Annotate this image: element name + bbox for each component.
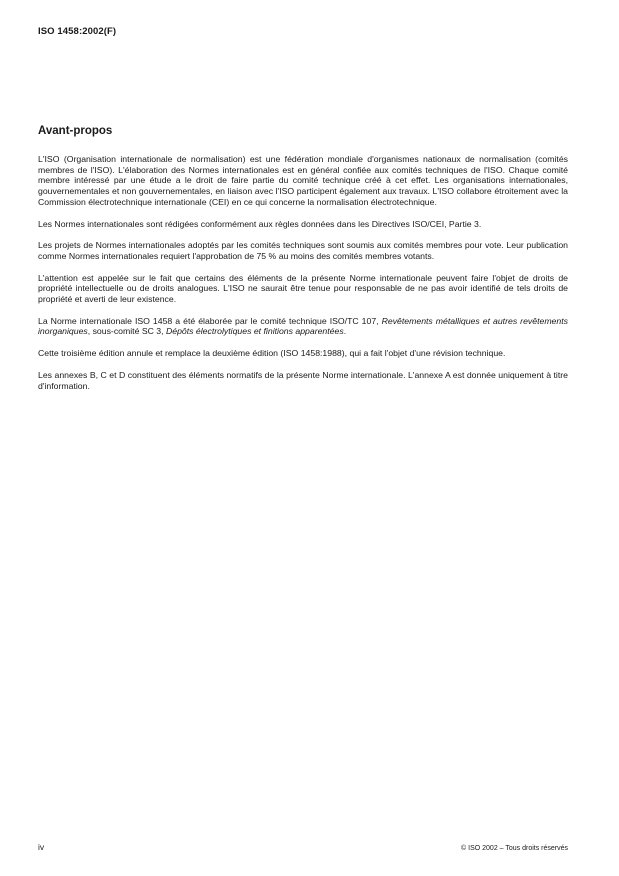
paragraph-committee (38, 316, 568, 337)
foreword-body (38, 154, 568, 391)
page-number: iv (38, 842, 45, 852)
page-footer (38, 842, 568, 852)
paragraph-directives: Les Normes internationales sont rédigées conformément aux règles données dans les Directives ISO/CEI, Partie 3. (38, 218, 482, 229)
document-reference: ISO 1458:2002(F) (38, 26, 117, 37)
copyright-notice: © ISO 2002 – Tous droits réservés (461, 845, 568, 852)
paragraph-iso-intro: L'ISO (Organisation internationale de normalisation) est une fédération mondiale d'organismes nationaux de normalisation (comités membres de l'ISO). L'élaboration des Normes internationales est en général confiée aux comités techniques de l'ISO. Chaque comité membre intéressé par une étude a le droit de faire partie du comité technique créé à cet effet. Les organisations internationales, gouvernementales et non gouvernementales, en liaison avec l'ISO participent également aux travaux. L'ISO collabore étroitement avec la Commission électrotechnique internationale (CEI) en ce qui concerne la normalisation électrotechnique. (38, 154, 568, 207)
subcommittee-title-italic: Dépôts électrolytiques et finitions apparentées (165, 326, 344, 337)
paragraph-annexes: Les annexes B, C et D constituent des éléments normatifs de la présente Norme internationale. L'annexe A est donnée uniquement à titre d'information. (38, 369, 568, 391)
committee-title-italic: Revêtements métalliques et autres revêtements inorganiques (38, 315, 568, 337)
paragraph-patent-rights: L'attention est appelée sur le fait que certains des éléments de la présente Norme internationale peuvent faire l'objet de droits de propriété intellectuelle ou de droits analogues. L'ISO ne saurait être tenue pour responsable de ne pas avoir identifié de tels droits de propriété et averti de leur existence. (38, 272, 568, 305)
foreword-title: Avant-propos (38, 125, 113, 137)
committee-end-text: . (343, 326, 347, 337)
paragraph-edition: Cette troisième édition annule et remplace la deuxième édition (ISO 1458:1988), qui a fait l'objet d'une révision technique. (38, 348, 506, 359)
committee-lead-text: La Norme internationale ISO 1458 a été élaborée par le comité technique ISO/TC 107, (38, 315, 382, 326)
committee-mid-text: , sous-comité SC 3, (87, 326, 166, 337)
paragraph-vote: Les projets de Normes internationales adoptés par les comités techniques sont soumis aux comités membres pour vote. Leur publication comme Normes internationales requiert l'approbation de 75 % au moins des comités membres votants. (38, 240, 568, 261)
